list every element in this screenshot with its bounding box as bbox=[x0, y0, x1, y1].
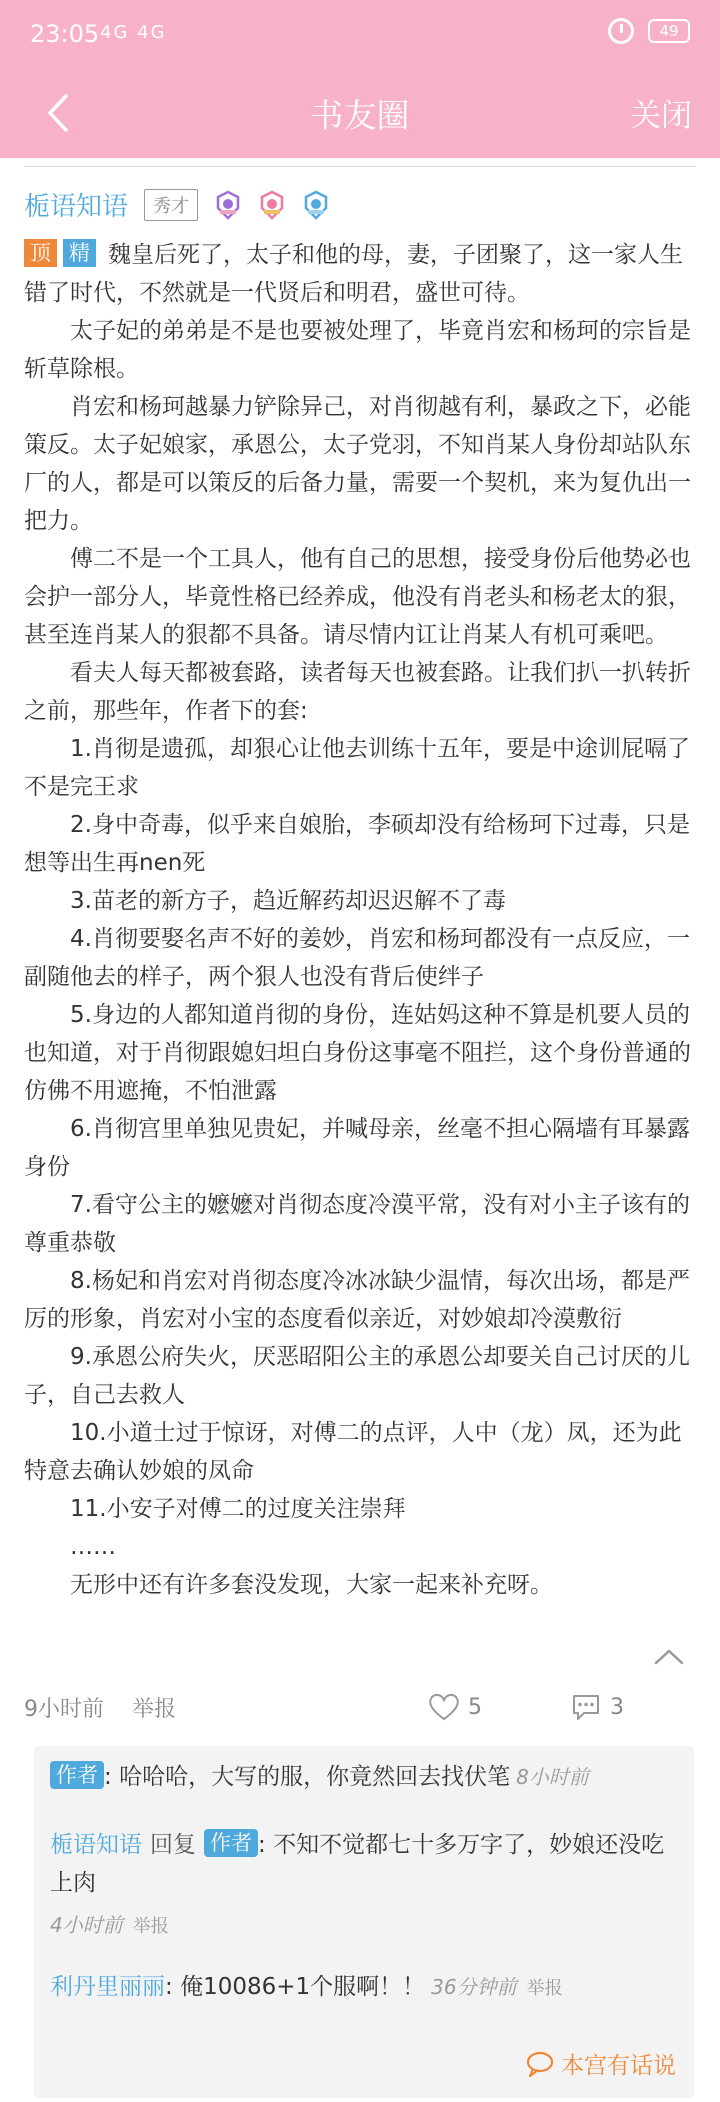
post-paragraph: 顶 精 魏皇后死了，太子和他的母，妻，子团聚了，这一家人生错了时代，不然就是一代贤后和明君，盛世可待。 bbox=[24, 241, 683, 306]
post-meta bbox=[24, 1692, 696, 1728]
post-header bbox=[24, 186, 330, 223]
reply-user[interactable]: 利丹里丽丽 bbox=[50, 1974, 165, 2000]
list-item: 9.承恩公府失火，厌恶昭阳公主的承恩公却要关自己讨厌的儿子，自己去救人 bbox=[24, 1344, 690, 1408]
list-item: 1.肖彻是遗孤，却狠心让他去训练十五年，要是中途训屁嗝了不是完王求 bbox=[24, 736, 690, 800]
list-item: 7.看守公主的嬷嬷对肖彻态度冷漠平常，没有对小主子该有的尊重恭敬 bbox=[24, 1192, 690, 1256]
list-item: 6.肖彻宫里单独见贵妃，并喊母亲，丝毫不担心隔墙有耳暴露身份 bbox=[24, 1116, 690, 1180]
divider bbox=[24, 166, 696, 167]
reply-item[interactable]: 栀语知语 回复 作者 : 不知不觉都七十多万字了，妙娘还没吃上肉 bbox=[50, 1831, 665, 1896]
reply-item[interactable]: 利丹里丽丽: 俺10086+1个服啊！！ 36分钟前 举报 bbox=[50, 1974, 563, 2000]
medal-3-icon bbox=[302, 190, 330, 220]
chevron-up-icon[interactable] bbox=[652, 1646, 686, 1668]
page-title: 书友圈 bbox=[310, 96, 410, 135]
rank-badge: 秀才 bbox=[144, 189, 198, 221]
post-paragraph: 太子妃的弟弟是不是也要被处理了，毕竟肖宏和杨珂的宗旨是斩草除根。 bbox=[24, 318, 691, 382]
list-item: 2.身中奇毒，似乎来自娘胎，李硕却没有给杨珂下过毒，只是想等出生再nen死 bbox=[24, 812, 690, 876]
comment-button[interactable] bbox=[570, 1692, 624, 1722]
status-bar bbox=[0, 0, 720, 68]
report-button[interactable]: 举报 bbox=[132, 1916, 169, 1937]
list-item: 10.小道士过于惊讶，对傅二的点评，人中（龙）凤，还为此特意去确认妙娘的凤命 bbox=[24, 1420, 682, 1484]
official-reply-button[interactable] bbox=[525, 2047, 676, 2080]
post-time: 9小时前 bbox=[24, 1697, 104, 1722]
heart-icon bbox=[426, 1692, 462, 1722]
post-author-name[interactable]: 栀语知语 bbox=[24, 192, 129, 222]
post-body bbox=[24, 236, 696, 1604]
post-paragraph: 看夫人每天都被套路，读者每天也被套路。让我们扒一扒转折之前，那些年，作者下的套: bbox=[24, 660, 691, 724]
best-tag: 精 bbox=[63, 239, 96, 267]
report-button[interactable]: 举报 bbox=[526, 1978, 563, 1999]
list-item: 8.杨妃和肖宏对肖彻态度冷冰冰缺少温情，每次出场，都是严厉的形象，肖宏对小宝的态度看似亲近，对妙娘却冷漠敷衍 bbox=[24, 1268, 690, 1332]
author-badge: 作者 bbox=[50, 1761, 104, 1789]
reply-time: 36分钟前 bbox=[431, 1975, 517, 1999]
reply-meta bbox=[50, 1906, 680, 1946]
official-reply-label: 本宫有话说 bbox=[561, 2053, 676, 2079]
alarm-icon bbox=[608, 18, 634, 44]
reply-time: 8小时前 bbox=[516, 1765, 589, 1789]
post-paragraph: 肖宏和杨珂越暴力铲除异己，对肖彻越有利，暴政之下，必能策反。太子妃娘家，承恩公，太子党羽，不知肖某人身份却站队东厂的人，都是可以策反的后备力量，需要一个契机，来为复仇出一把力。 bbox=[24, 394, 691, 534]
report-button[interactable]: 举报 bbox=[132, 1697, 177, 1722]
reply-verb: 回复 bbox=[150, 1832, 196, 1858]
reply-box bbox=[34, 1746, 694, 2098]
list-item: 3.苗老的新方子，趋近解药却迟迟解不了毒 bbox=[70, 888, 506, 914]
battery-icon: 49 bbox=[648, 19, 690, 43]
like-count: 5 bbox=[468, 1694, 482, 1720]
reply-item[interactable]: 作者 : 哈哈哈，大写的服，你竟然回去找伏笔 8小时前 bbox=[50, 1758, 680, 1796]
reply-user[interactable]: 栀语知语 bbox=[50, 1832, 142, 1858]
reply-text: 哈哈哈，大写的服，你竟然回去找伏笔 bbox=[119, 1764, 511, 1790]
reply-time: 4小时前 bbox=[50, 1913, 123, 1937]
top-tag: 顶 bbox=[24, 239, 57, 267]
list-item: 11.小安子对傅二的过度关注崇拜 bbox=[70, 1496, 406, 1522]
comment-icon bbox=[570, 1692, 602, 1722]
list-item: 5.身边的人都知道肖彻的身份，连姑妈这种不算是机要人员的也知道，对于肖彻跟媳妇坦白身份这事毫不阻拦，这个身份普通的仿佛不用遮掩，不怕泄露 bbox=[24, 1002, 691, 1104]
reply-text: 俺10086+1个服啊！！ bbox=[180, 1974, 426, 2000]
post-paragraph: 无形中还有许多套没发现，大家一起来补充呀。 bbox=[70, 1572, 553, 1598]
speech-bubble-icon bbox=[525, 2050, 555, 2078]
medal-2-icon bbox=[258, 190, 286, 220]
medal-1-icon bbox=[214, 190, 242, 220]
author-badge: 作者 bbox=[204, 1829, 258, 1857]
nav-bar bbox=[0, 68, 720, 158]
like-button[interactable] bbox=[426, 1692, 482, 1722]
reply-text: 不知不觉都七十多万字了，妙娘还没吃上肉 bbox=[50, 1832, 665, 1896]
list-item: 4.肖彻要娶名声不好的姜妙，肖宏和杨珂都没有一点反应，一副随他去的样子，两个狠人也没有背后使绊子 bbox=[24, 926, 690, 990]
status-time: 23:05 bbox=[30, 20, 100, 48]
post-paragraph: 傅二不是一个工具人，他有自己的思想，接受身份后他势必也会护一部分人，毕竟性格已经养成，他没有肖老头和杨老太的狠，甚至连肖某人的狠都不具备。请尽情内讧让肖某人有机可乘吧。 bbox=[24, 546, 691, 648]
post-paragraph: …… bbox=[70, 1534, 116, 1560]
comment-count: 3 bbox=[610, 1694, 624, 1720]
close-button[interactable]: 关闭 bbox=[630, 98, 692, 134]
signal-icon: 4G 4G bbox=[100, 22, 167, 43]
status-right bbox=[608, 18, 690, 44]
